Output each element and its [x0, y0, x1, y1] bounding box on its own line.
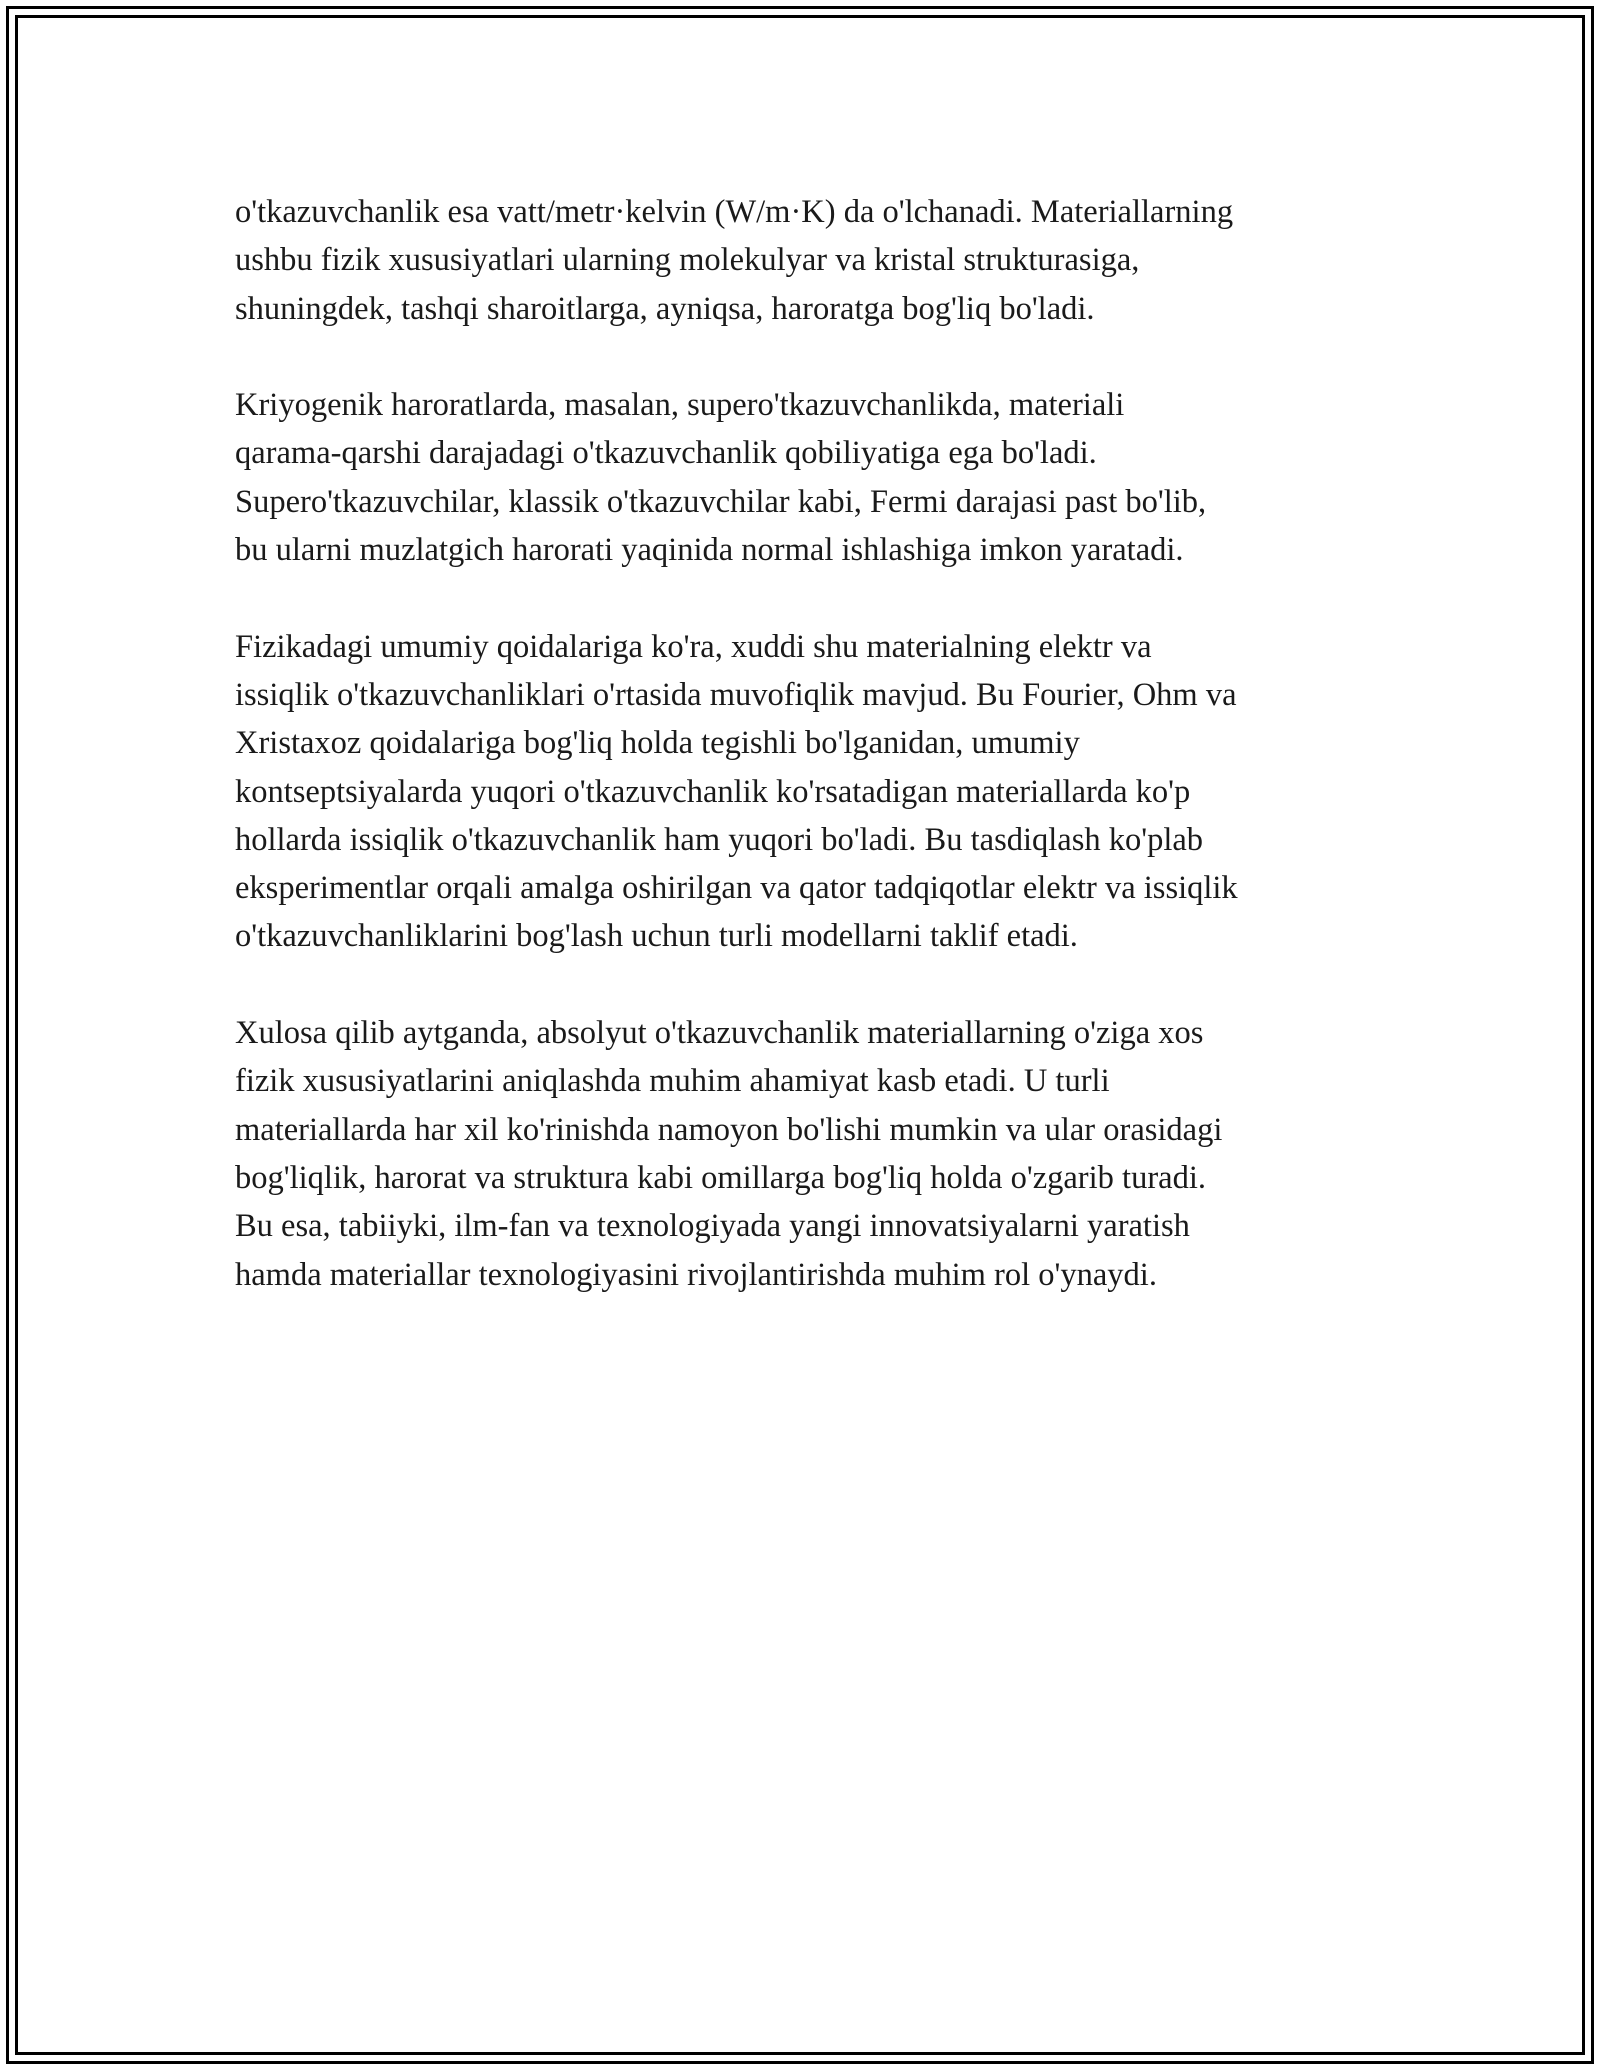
paragraph-4: Xulosa qilib aytganda, absolyut o'tkazuvchanlik materiallarning o'ziga xos fizik xususiyatlarini aniqlashda muhim ahamiyat kasb etadi. U turli materiallarda har xil ko'rinishda namoyon bo'lishi mumkin va ular orasidagi bog'liqlik, harorat va struktura kabi omillarga bog'liq holda o'zgarib turadi. Bu esa, tabiiyki, ilm-fan va texnologiyada yangi innovatsiyalarni yaratish hamda materiallar texnologiyasini rivojlantirishda muhim rol o'ynaydi.	[235, 1015, 1223, 1293]
paragraph-3: Fizikadagi umumiy qoidalariga ko'ra, xuddi shu materialning elektr va issiqlik o'tkazuvchanliklari o'rtasida muvofiqlik mavjud. Bu Fourier, Ohm va Xristaxoz qoidalariga bog'liq holda tegishli bo'lganidan, umumiy kontseptsiyalarda yuqori o'tkazuvchanlik ko'rsatadigan materiallarda ko'p hollarda issiqlik o'tkazuvchanlik ham yuqori bo'ladi. Bu tasdiqlash ko'plab eksperimentlar orqali amalga oshirilgan va qator tadqiqotlar elektr va issiqlik o'tkazuvchanliklarini bog'lash uchun turli modellarni taklif etadi.	[235, 628, 1238, 955]
paragraph-2: Kriyogenik haroratlarda, masalan, supero'tkazuvchanlikda, materiali qarama-qarshi darajadagi o'tkazuvchanlik qobiliyatiga ega bo'ladi. Supero'tkazuvchilar, klassik o'tkazuvchilar kabi, Fermi darajasi past bo'lib, bu ularni muzlatgich harorati yaqinida normal ishlashiga imkon yaratadi.	[235, 387, 1207, 569]
document-body	[235, 188, 1395, 1347]
paragraph-1: o'tkazuvchanlik esa vatt/metr·kelvin (W/m·K) da o'lchanadi. Materiallarning ushbu fizik xususiyatlari ularning molekulyar va kristal strukturasiga, shuningdek, tashqi sharoitlarga, ayniqsa, haroratga bog'liq bo'ladi.	[235, 194, 1234, 327]
